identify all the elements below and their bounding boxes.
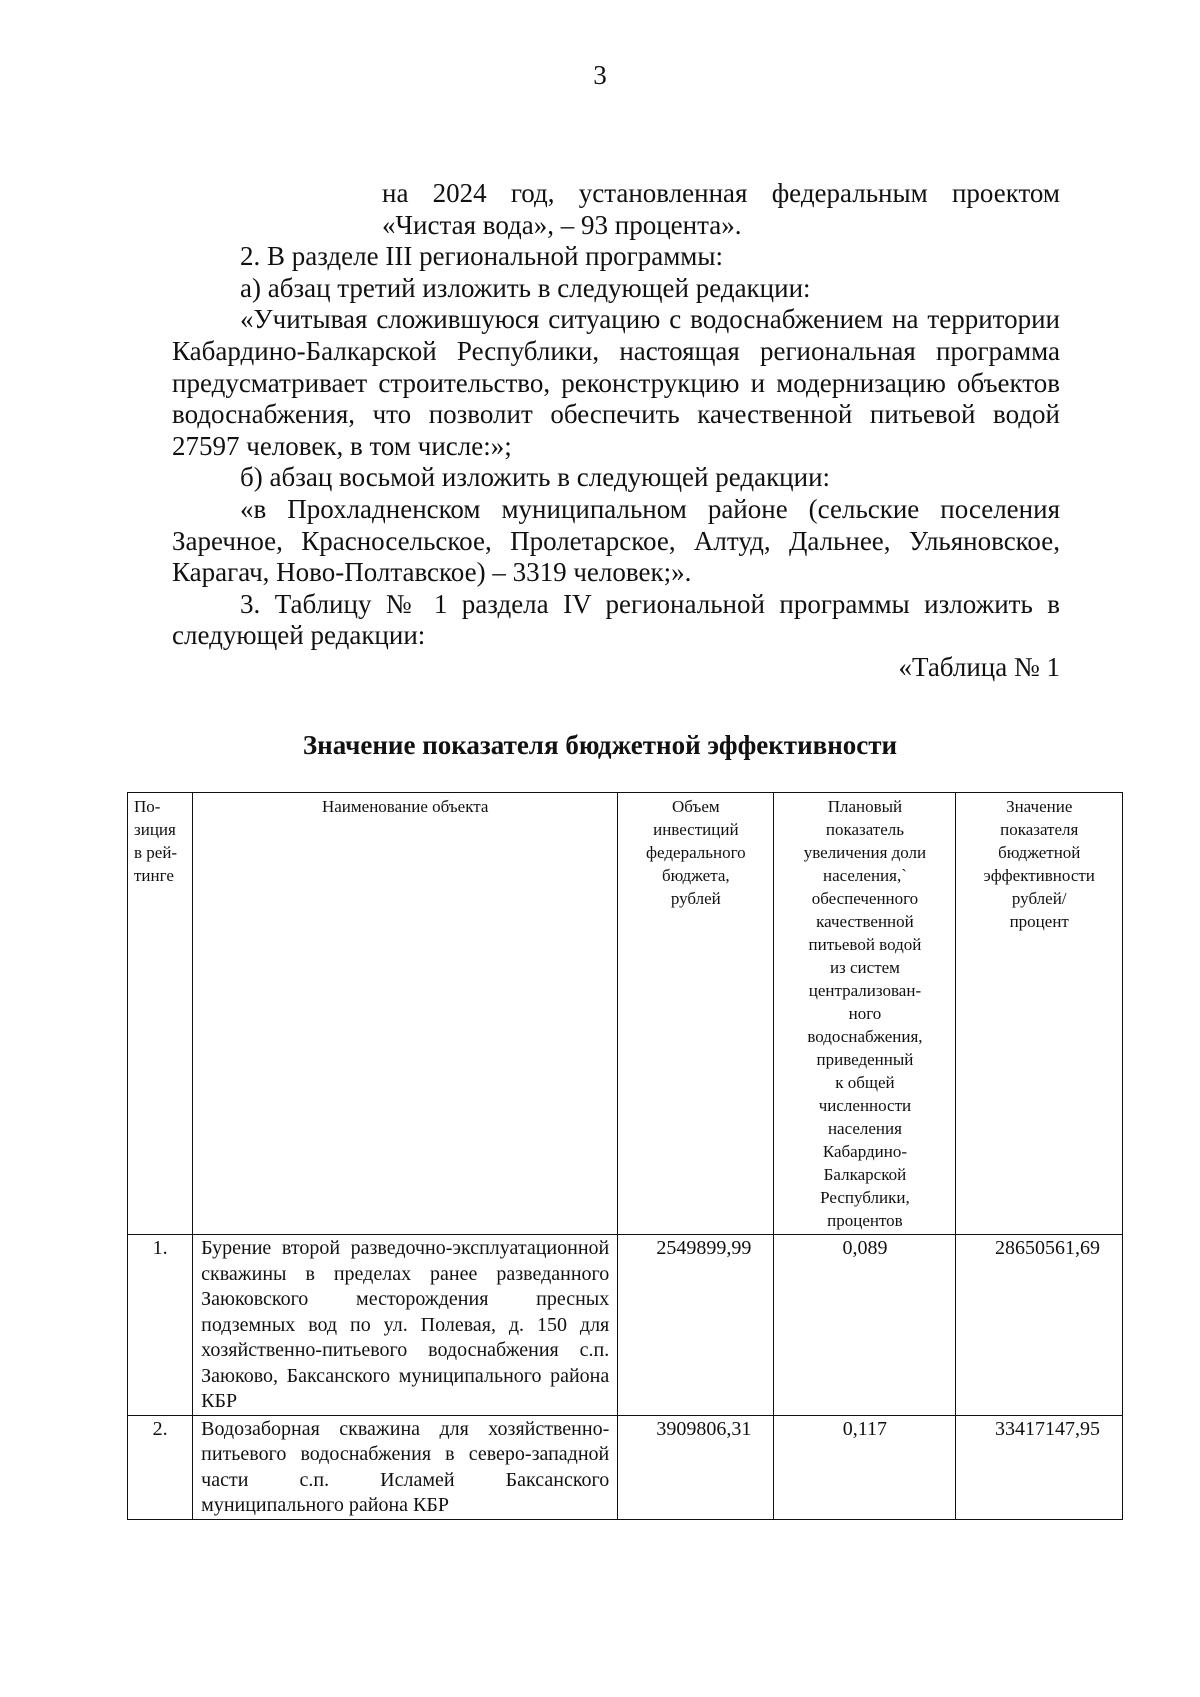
row-investment: 3909806,31 xyxy=(618,1415,774,1519)
row-object-name: Водозаборная скважина для хозяйственно-питьевого водоснабжения в северо-западной части с.п. Исламей Баксанского муниципального района КБР xyxy=(193,1415,618,1519)
header-investment: Объем инвестиций федерального бюджета, рублей xyxy=(618,793,774,1235)
table-row xyxy=(128,1235,1123,1416)
paragraph: 2. В разделе III региональной программы: xyxy=(240,241,724,272)
body-text xyxy=(172,178,1060,684)
budget-efficiency-table xyxy=(127,792,1123,1520)
paragraph: «в Прохладненском муниципальном районе (сельские поселения Заречное, Красносельское, Пролетарское, Алтуд, Дальнее, Ульяновское, Карагач, Ново-Полтавское) – 3319 человек;». xyxy=(172,493,1060,588)
row-efficiency: 33417147,95 xyxy=(956,1415,1123,1519)
row-position: 1. xyxy=(128,1235,193,1416)
paragraph: на 2024 год, установленная федеральным проектом «Чистая вода», – 93 процента». xyxy=(382,178,1060,240)
paragraph: «Таблица № 1 xyxy=(898,651,1060,682)
paragraph: а) абзац третий изложить в следующей редакции: xyxy=(240,272,811,303)
header-planned-share: Плановый показатель увеличения доли населения,` обеспеченного качественной питьевой водой из систем централизован- ного водоснабжения, приведенный к общей численности населения Кабардино- Балкарской Республики, процентов xyxy=(774,793,956,1235)
table-title: Значение показателя бюджетной эффективности xyxy=(302,730,898,760)
paragraph: б) абзац восьмой изложить в следующей редакции: xyxy=(240,462,831,493)
paragraph: 3. Таблицу № 1 раздела IV региональной программы изложить в следующей редакции: xyxy=(172,588,1060,651)
paragraph: «Учитывая сложившуюся ситуацию с водоснабжением на территории Кабардино-Балкарской Республики, настоящая региональная программа предусматривает строительство, реконструкцию и модернизацию объектов водоснабжения, что позволит обеспечить качественной питьевой водой 27597 человек, в том числе:»; xyxy=(172,304,1060,461)
row-position: 2. xyxy=(128,1415,193,1519)
header-object-name: Наименование объекта xyxy=(193,793,618,1235)
table-header-row xyxy=(128,793,1123,1235)
row-object-name: Бурение второй разведочно-эксплуатационной скважины в пределах ранее разведанного Заюковского месторождения пресных подземных вод по ул. Полевая, д. 150 для хозяйственно-питьевого водоснабжения с.п. Заюково, Баксанского муниципального района КБР xyxy=(193,1235,618,1416)
page-number: 3 xyxy=(593,60,607,90)
row-planned-share: 0,089 xyxy=(774,1235,956,1416)
header-position: По- зиция в рей- тинге xyxy=(128,793,193,1235)
table-row xyxy=(128,1415,1123,1519)
row-efficiency: 28650561,69 xyxy=(956,1235,1123,1416)
row-investment: 2549899,99 xyxy=(618,1235,774,1416)
row-planned-share: 0,117 xyxy=(774,1415,956,1519)
header-efficiency: Значение показателя бюджетной эффективности рублей/ процент xyxy=(956,793,1123,1235)
